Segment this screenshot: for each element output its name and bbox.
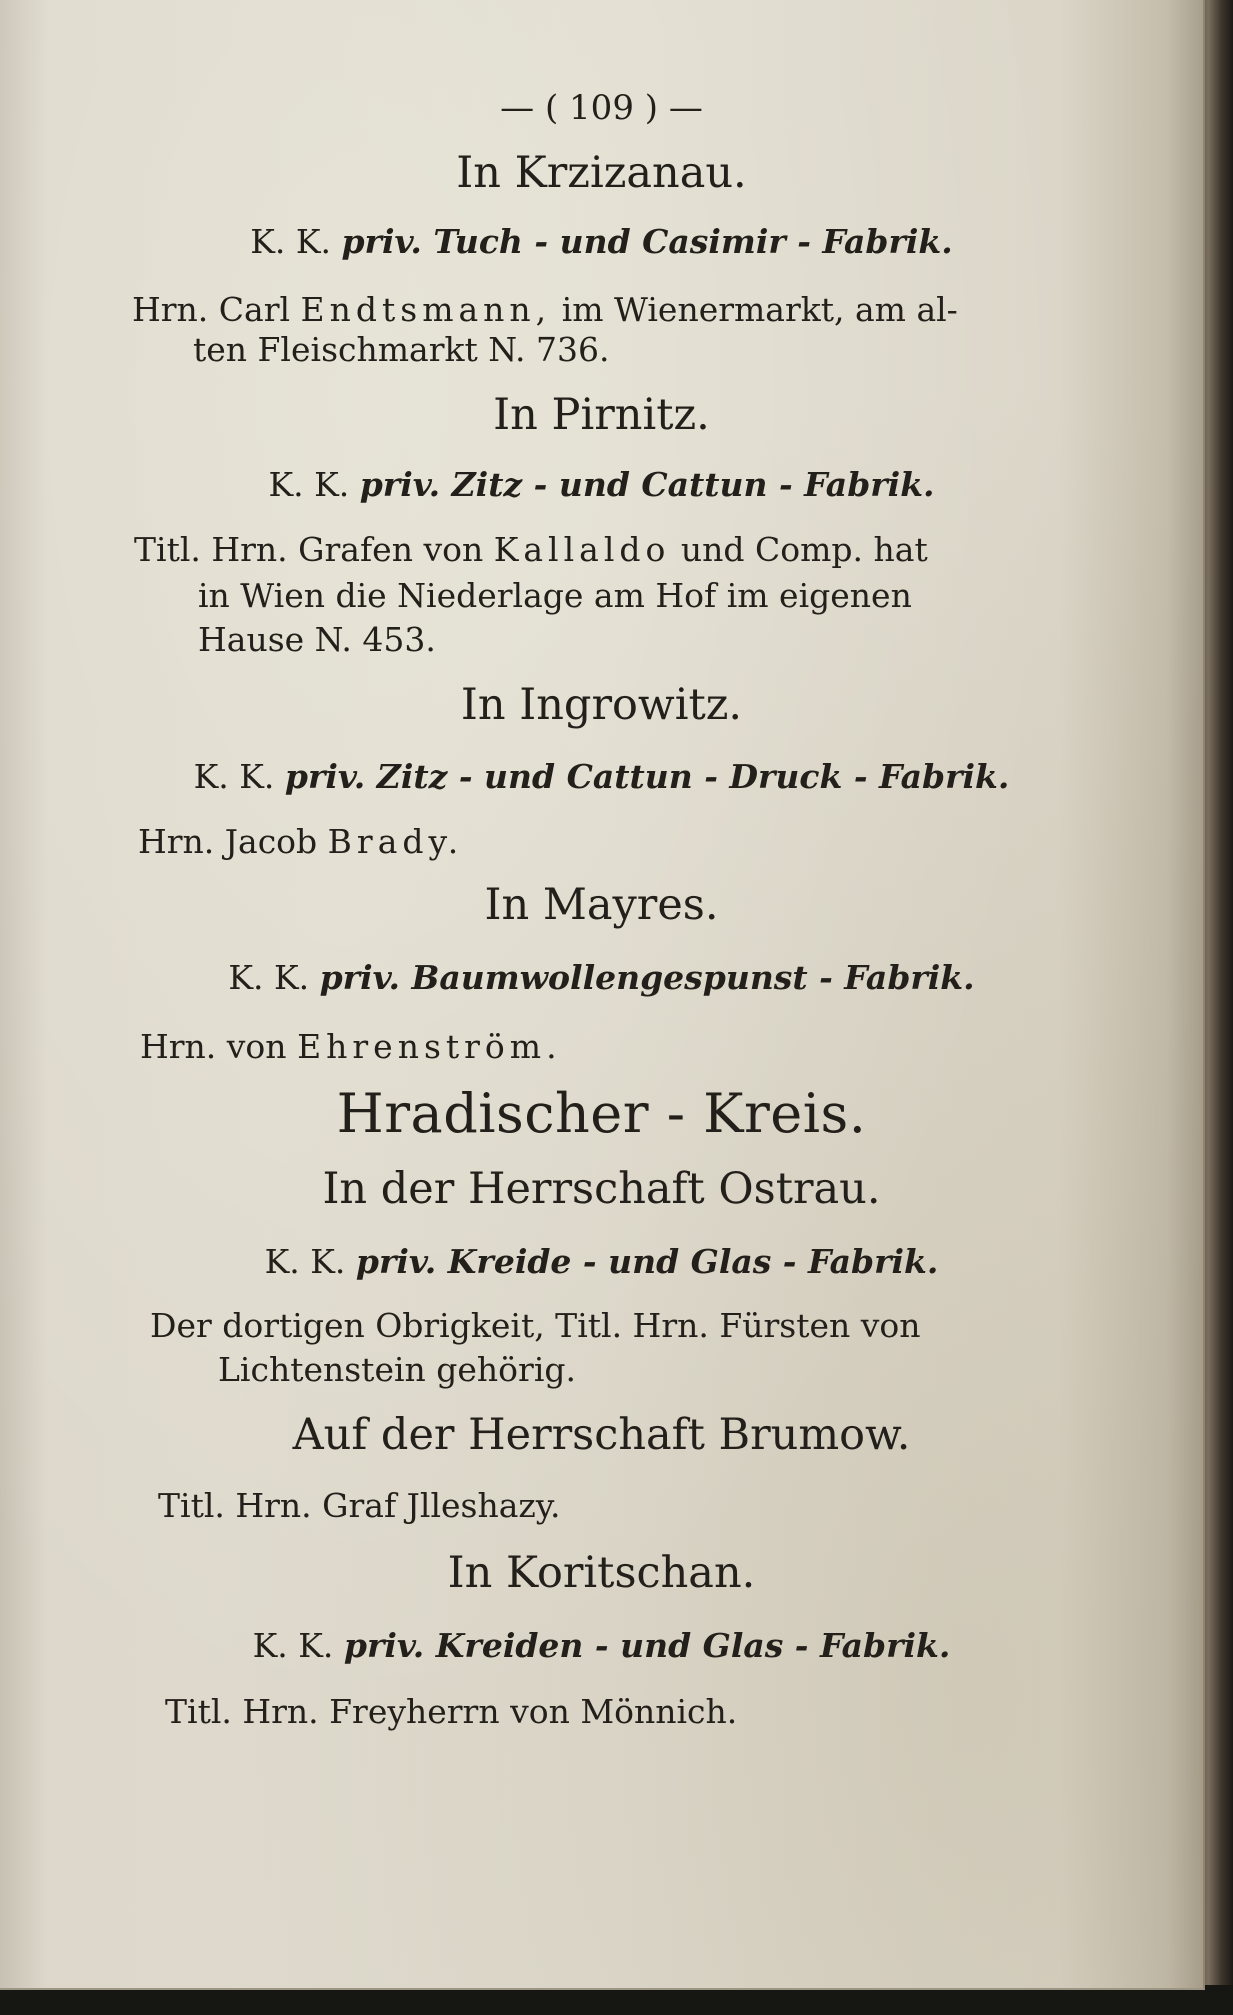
- fabric-prefix: K. K.: [268, 465, 350, 504]
- owner-title: Hrn. Carl: [132, 290, 291, 329]
- fabric-prefix: K. K.: [252, 1626, 334, 1665]
- owner-spaced-name: Endtsmann,: [300, 290, 552, 329]
- fabric-line: [0, 757, 1203, 796]
- fabric-line: [0, 222, 1203, 261]
- owner-spaced-name: Ehrenström.: [297, 1027, 562, 1066]
- fabric-label: priv. Zitz - und Cattun - Druck - Fabrik.: [284, 757, 1010, 796]
- fabric-label: priv. Zitz - und Cattun - Fabrik.: [359, 465, 935, 504]
- owner-title: Titl. Hrn. Grafen von: [134, 530, 484, 569]
- place-heading: Auf der Herrschaft Brumow.: [292, 1410, 911, 1460]
- owner-line: [140, 1027, 562, 1066]
- owner-note: und Comp. hat: [680, 530, 928, 569]
- fabric-label: priv. Kreide - und Glas - Fabrik.: [355, 1242, 939, 1281]
- owner-line-cont: in Wien die Niederlage am Hof im eigenen: [198, 576, 912, 615]
- fabric-prefix: K. K.: [193, 757, 275, 796]
- owner-line: Titl. Hrn. Freyherrn von Mönnich.: [165, 1692, 738, 1731]
- page-number: — ( 109 ) —: [500, 88, 703, 128]
- fabric-line: [0, 1626, 1203, 1665]
- owner-line: Titl. Hrn. Graf Jlleshazy.: [158, 1486, 561, 1525]
- place-heading: In der Herrschaft Ostrau.: [322, 1164, 881, 1214]
- place-heading: In Krzizanau.: [456, 148, 747, 198]
- fabric-prefix: K. K.: [264, 1242, 346, 1281]
- owner-line: [138, 822, 463, 861]
- owner-line: [132, 290, 958, 329]
- owner-line-cont: Hause N. 453.: [198, 620, 436, 659]
- region-heading: Hradischer - Kreis.: [336, 1082, 867, 1145]
- place-heading: In Mayres.: [484, 880, 719, 930]
- owner-line: [134, 530, 928, 569]
- fabric-line: [0, 465, 1203, 504]
- owner-address: im Wienermarkt, am al-: [561, 290, 958, 329]
- place-heading: In Ingrowitz.: [460, 680, 743, 730]
- fabric-label: priv. Kreiden - und Glas - Fabrik.: [343, 1626, 951, 1665]
- owner-title: Hrn. von: [140, 1027, 287, 1066]
- fabric-label: priv. Baumwollengespunst - Fabrik.: [319, 958, 975, 997]
- fabric-prefix: K. K.: [250, 222, 331, 261]
- fabric-line: [0, 1242, 1203, 1281]
- owner-spaced-name: Kallaldo: [493, 530, 671, 569]
- owner-spaced-name: Brady.: [327, 822, 464, 861]
- owner-line-cont: ten Fleischmarkt N. 736.: [193, 330, 610, 369]
- fabric-label: priv. Tuch - und Casimir - Fabrik.: [341, 222, 953, 261]
- place-heading: In Pirnitz.: [493, 390, 710, 440]
- fabric-prefix: K. K.: [228, 958, 310, 997]
- owner-title: Hrn. Jacob: [138, 822, 318, 861]
- owner-line: Der dortigen Obrigkeit, Titl. Hrn. Fürsten von: [150, 1306, 921, 1345]
- place-heading: In Koritschan.: [447, 1548, 756, 1598]
- fabric-line: [0, 958, 1203, 997]
- owner-line-cont: Lichtenstein gehörig.: [218, 1350, 576, 1389]
